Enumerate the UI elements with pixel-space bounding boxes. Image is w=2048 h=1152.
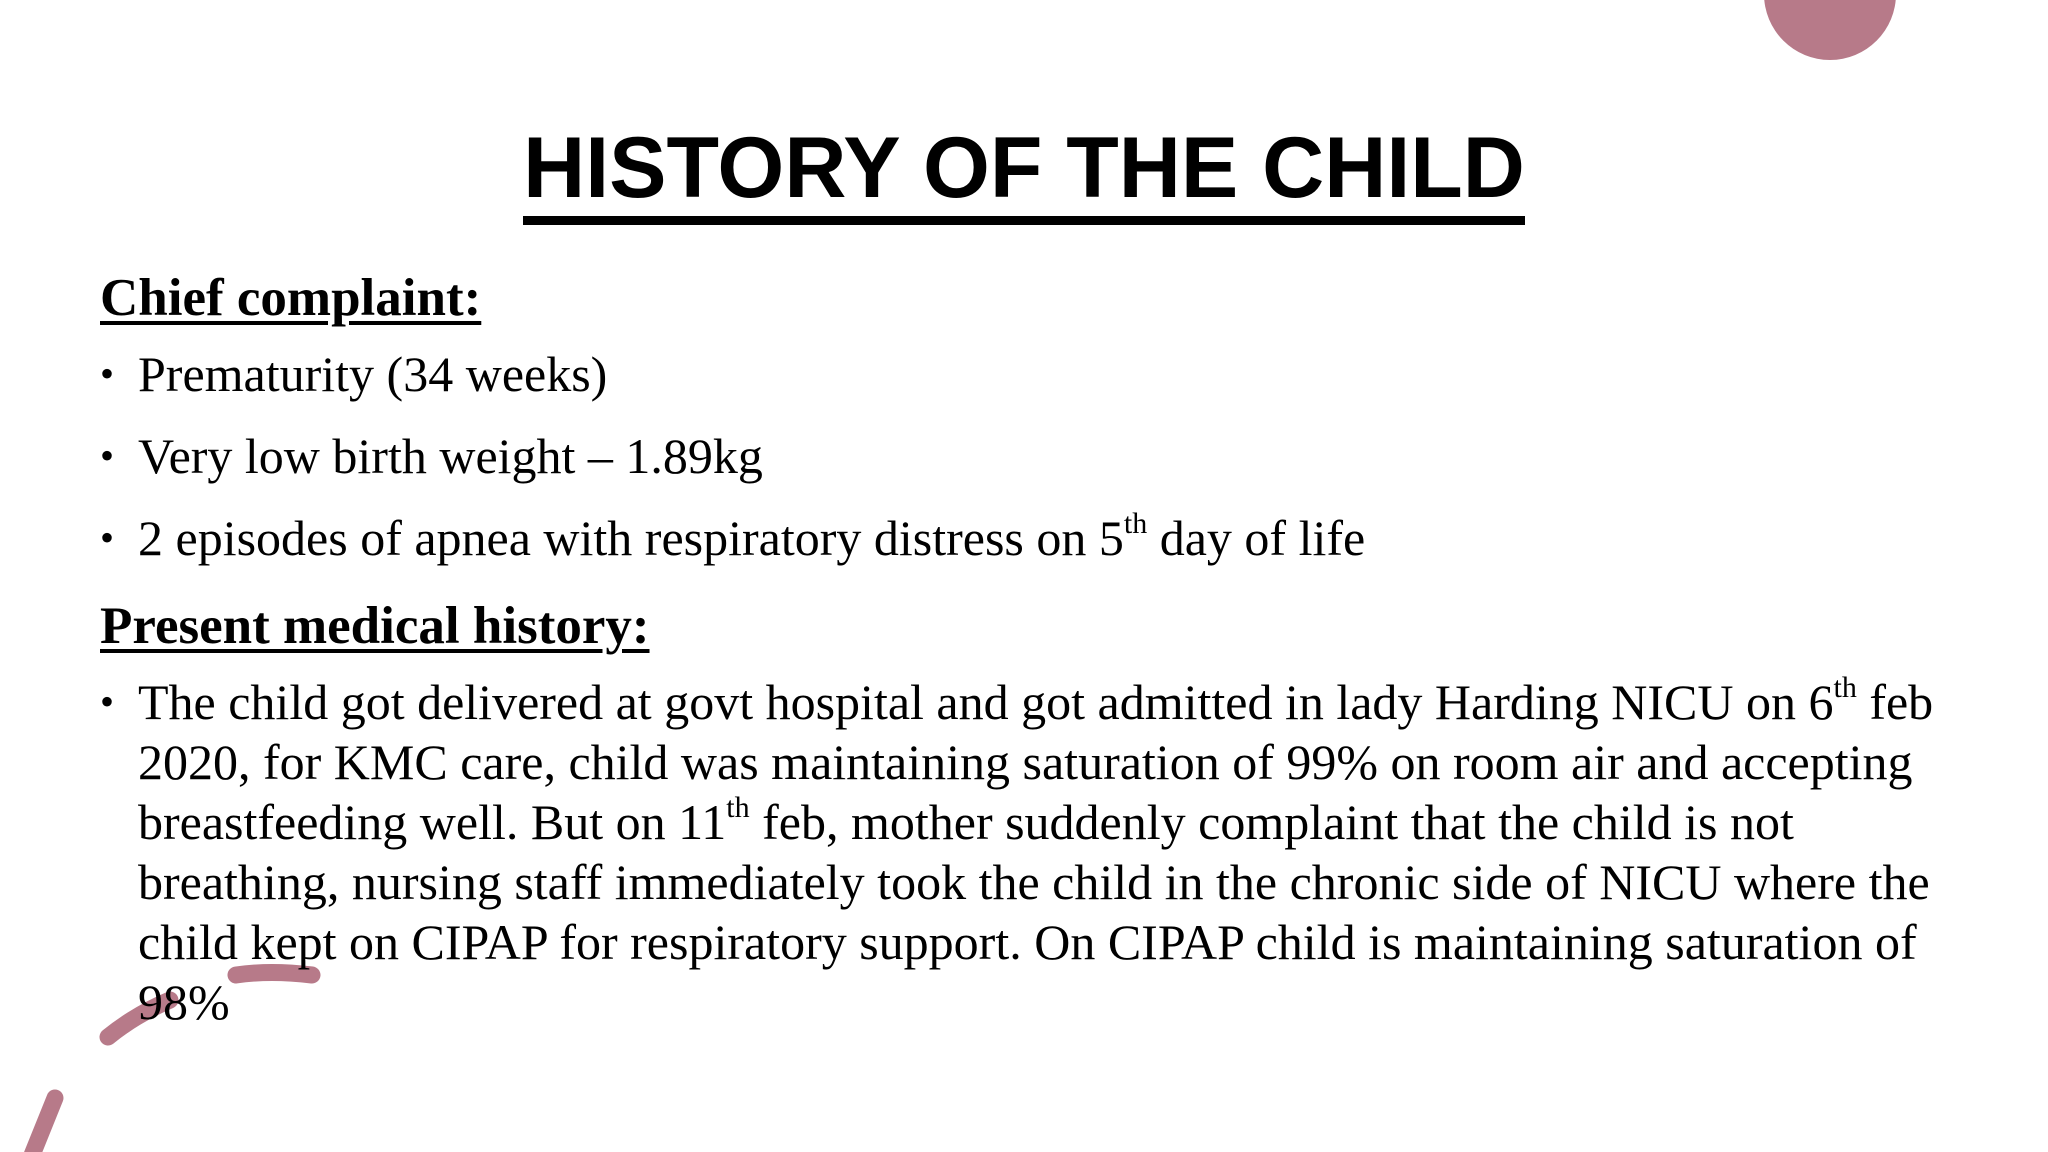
bullet-icon: •: [100, 433, 115, 478]
list-item: [100, 672, 1980, 1032]
list-item-text: Very low birth weight – 1.89kg: [138, 428, 763, 484]
paragraph-part-3: feb, mother suddenly complaint that the child is not breathing, nursing staff immediately took the child in the chronic side of NICU where the child kept on CIPAP for respiratory support. On CIPAP child is maintaining saturation of 98%: [138, 794, 1930, 1030]
list-item-text-pre: 2 episodes of apnea with respiratory distress on 5: [138, 510, 1124, 566]
slide-title: [0, 118, 2048, 225]
paragraph-part-2: feb 2020, for KMC care, child was maintaining saturation of 99% on room air and accepting breastfeeding well. But on 11: [138, 674, 1934, 850]
list-item: [100, 508, 1980, 568]
superscript: th: [1123, 507, 1148, 540]
list-item-text: Prematurity (34 weeks): [138, 346, 608, 402]
slide-content: [100, 262, 1980, 1054]
brush-stroke-lower: [30, 1098, 55, 1152]
chief-complaint-list: [100, 344, 1980, 568]
chief-complaint-heading: Chief complaint:: [100, 269, 482, 327]
slide-title-text: HISTORY OF THE CHILD: [523, 120, 1525, 225]
superscript: th: [1833, 671, 1857, 704]
list-item: [100, 426, 1980, 486]
bullet-icon: •: [100, 351, 115, 396]
paragraph-part-1: The child got delivered at govt hospital and got admitted in lady Harding NICU on 6: [138, 674, 1834, 730]
present-history-heading: Present medical history:: [100, 597, 650, 655]
list-item: [100, 344, 1980, 404]
decorative-circle: [1764, 0, 1896, 60]
superscript: th: [726, 791, 750, 824]
list-item-text-post: day of life: [1147, 510, 1366, 566]
bullet-icon: •: [100, 679, 115, 724]
present-history-list: [100, 672, 1980, 1032]
bullet-icon: •: [100, 515, 115, 560]
